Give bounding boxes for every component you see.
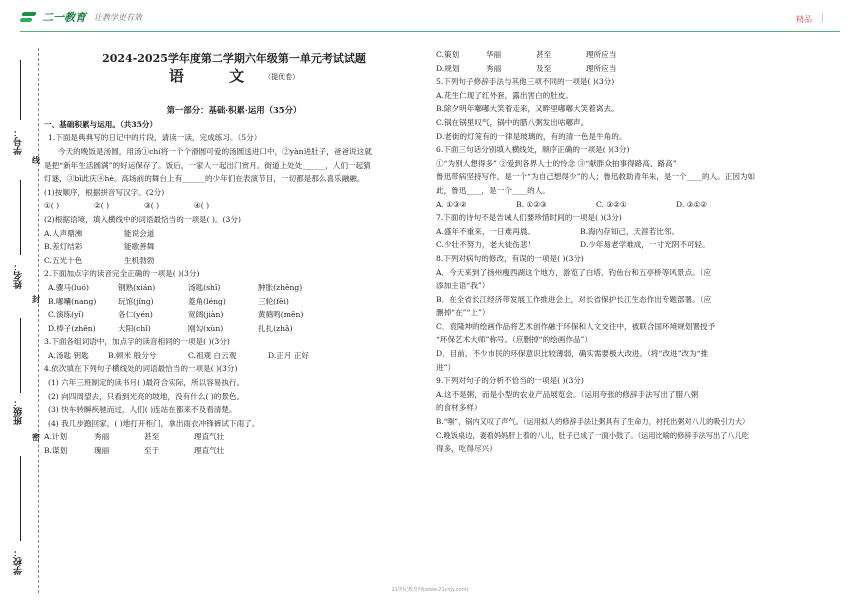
option-text: 钢熟(xián) bbox=[118, 282, 156, 292]
school-label: 学校： bbox=[14, 548, 24, 575]
seal-mark-xian: 线 bbox=[32, 156, 40, 165]
option-text: 大阳(chǐ) bbox=[118, 323, 151, 333]
option-row bbox=[436, 238, 842, 252]
name-line bbox=[20, 180, 21, 255]
school-line bbox=[20, 456, 21, 541]
subject-name: 语 文 bbox=[168, 66, 265, 85]
option-text: D．目前，不少市民的环保意识比较薄弱，确实需要极大改进。（将“改进”改为“推 bbox=[436, 349, 709, 359]
brand-logo[interactable] bbox=[20, 9, 142, 25]
answer-blank[interactable]: ④( ) bbox=[194, 201, 210, 211]
question-1-1: (1)按顺序，根据拼音写汉字。(2分) bbox=[44, 187, 165, 197]
class-label: 班级： bbox=[14, 398, 24, 425]
section-heading: 一、基础积累与运用。（共35分） bbox=[44, 119, 158, 129]
option-text: 添加主语“我”） bbox=[436, 281, 490, 291]
option-text: A．今天来到了扬州瘦西湖这个地方，游览了白塔、钓鱼台和五亭桥等风景点。（应 bbox=[436, 267, 712, 277]
option-text: D. ③①② bbox=[676, 199, 708, 209]
option-row bbox=[436, 48, 842, 62]
option-text: 菱角(léng) bbox=[188, 296, 226, 306]
part-heading: 第一部分：基础·积累·运用（35分） bbox=[166, 105, 302, 116]
option-text: 玩馆(jǐng) bbox=[118, 296, 154, 306]
option-text: B.顿米 般分兮 bbox=[108, 350, 157, 360]
option-text: 瑰丽 bbox=[94, 446, 110, 456]
diary-text-line: 是把“新年生活圆满”的好运保存了。饭后，一家人一起出门赏月。街道上处处______，人们一起猜 bbox=[44, 160, 371, 170]
option-text: 至于 bbox=[144, 446, 160, 456]
option-text: “环保艺术大师”称号。（应删掉“的绘画作品”） bbox=[436, 335, 593, 345]
option-row bbox=[44, 349, 424, 363]
answer-blank[interactable]: ②( ) bbox=[94, 201, 110, 211]
option-row bbox=[44, 430, 424, 444]
option-text: 理所应当 bbox=[586, 63, 617, 73]
option-text: A.汤匙 钥匙 bbox=[48, 350, 89, 360]
option-text: 汤匙(shī) bbox=[188, 282, 221, 292]
option-text: 刚勾(xùn) bbox=[188, 323, 224, 333]
option-text: C.少壮不努力，老大徒伤悲！ bbox=[436, 240, 536, 250]
sentence: (3) 快车转瞬疾驰而过，人们( )连站在都来不及看清楚。 bbox=[48, 405, 237, 415]
option-text: 进”） bbox=[436, 362, 456, 372]
option-text: 秀丽 bbox=[486, 63, 502, 73]
option-row bbox=[44, 444, 424, 458]
brand-name: 二一教育 bbox=[42, 11, 86, 24]
answer-blank[interactable]: ①( ) bbox=[44, 201, 60, 211]
option-text: 及至 bbox=[536, 63, 552, 73]
option-text: 理所应当 bbox=[586, 50, 617, 59]
option-text: C.晚饭桌边，妻看妈妈肝上着的八儿，肚子已成了一面小鼓了。（运用比喻的修辞手法写出了八儿吃 bbox=[436, 430, 749, 440]
option-text: C. ③②① bbox=[596, 199, 627, 209]
question-7: 7.下面的诗句不是告诫人们要珍惜时间的一项是( )(3分) bbox=[436, 213, 622, 223]
option-text: B.谋划 bbox=[44, 446, 68, 456]
option-text: 删掉“在”“上”） bbox=[436, 308, 490, 318]
header-divider bbox=[20, 31, 840, 32]
student-id-line bbox=[20, 60, 21, 120]
option-text: C．袁隆坤的绘画作品将艺术创作融于环保和人文交往中，被联合国环境规划署授予 bbox=[436, 321, 716, 331]
question-4: 4.依次填在下列句子横线处的词语最恰当的一项是( )(3分) bbox=[44, 364, 238, 374]
option-text: 三轮(fēi) bbox=[258, 296, 289, 306]
option-text: 理直气壮 bbox=[194, 432, 225, 442]
option-text: D.少年易老学难成，一寸光阴不可轻。 bbox=[580, 240, 710, 250]
question-1: 1.下面是典典写的日记中的片段，请读一读，完成练习。（5分） bbox=[48, 133, 262, 143]
seal-mark-mi: 密 bbox=[32, 433, 40, 442]
option-text: B. ①②③ bbox=[516, 199, 547, 209]
option-text: D.棒子(zhēn) bbox=[48, 323, 96, 333]
option-text: B.除夕明年嘟嘟大笑着走来，又畔里嘟嘟大笑着离去。 bbox=[436, 104, 619, 114]
top-bar bbox=[0, 0, 860, 36]
subject-note: （提优卷） bbox=[264, 72, 300, 81]
option-text: 各仁(yén) bbox=[118, 310, 153, 320]
option-row bbox=[44, 240, 424, 254]
exam-title: 2024-2025学年度第二学期六年级第一单元考试试题 bbox=[102, 52, 366, 65]
option-row bbox=[44, 308, 424, 322]
option-text: A.计划 bbox=[44, 432, 68, 442]
option-text: B.差灯结彩 bbox=[44, 242, 83, 252]
question-5: 5.下列句子修辞手法与其他三项不同的一项是( )(3分) bbox=[436, 77, 615, 87]
option-text: A.骤马(luó) bbox=[48, 282, 89, 292]
question-8: 8.下列对病句的修改，有误的一项是( )(3分) bbox=[436, 253, 584, 263]
question-3: 3.下面各组词语中，加点字的读音相同的一项是( )(3分) bbox=[44, 337, 230, 347]
binding-dashed-line bbox=[38, 48, 39, 593]
option-text: B.“嗤”，锅内又叹了声气。（运用拟人的修辞手法让粥具有了生命力，衬托出粥对八儿的吸引力大） bbox=[436, 417, 750, 427]
sentence: (2) 向四周望去，只看到光亮的坡地，没有什么( )的景色。 bbox=[48, 391, 245, 401]
option-text: 秀丽 bbox=[94, 432, 110, 442]
option-text: A.这不是粥，而是小型的农业产品展览会。（运用夸张的修辞手法写出了腊八粥 bbox=[436, 389, 699, 399]
option-text: 黄鹤鸣(mēn) bbox=[258, 310, 304, 320]
student-id-label: 学号： bbox=[14, 128, 24, 155]
option-text: D.正月 正好 bbox=[268, 350, 310, 360]
option-row bbox=[44, 227, 424, 241]
premium-badge: 精品 bbox=[796, 15, 812, 24]
option-row bbox=[44, 322, 424, 336]
option-text: 理直气壮 bbox=[194, 446, 225, 456]
option-text: 华丽 bbox=[486, 50, 502, 59]
brand-slogan: 让教学更有效 bbox=[94, 12, 142, 22]
question-2: 2.下面加点字的读音完全正确的一项是( )(3分) bbox=[44, 269, 200, 279]
right-column bbox=[436, 48, 842, 456]
option-text: C.五光十色 bbox=[44, 255, 83, 265]
option-text: D.规划 bbox=[436, 63, 460, 73]
option-text: 能说会道 bbox=[124, 228, 155, 238]
option-text: C.演练(yǐ) bbox=[48, 310, 84, 320]
page-footer: 21世纪教育网(www.21cnjy.com) bbox=[391, 587, 469, 593]
option-text: B．在全省长江经济带发展工作推进会上，对长省保护长江生态作出专题部署。（应 bbox=[436, 294, 712, 304]
answer-blank[interactable]: ③( ) bbox=[144, 201, 160, 211]
option-row bbox=[436, 62, 842, 76]
option-row bbox=[44, 281, 424, 295]
option-text: A. ①③② bbox=[436, 199, 467, 209]
passage-line: 鲁迅带病坚持写作，是一个“为自己想得少”的人；鲁迅救助青年朱，是一个____的人。正因为如 bbox=[436, 172, 756, 182]
option-row bbox=[44, 295, 424, 309]
name-label: 姓名： bbox=[14, 262, 24, 289]
option-text: 扎扎(zhǎ) bbox=[258, 323, 293, 333]
question-6: 6.下面三句话分别填入横线处，顺序正确的一项是( )(3分) bbox=[436, 145, 630, 155]
option-text: D.老街的灯笼有的一律是玻璃的，有的清一色是牛角的。 bbox=[436, 131, 627, 141]
option-text: 能歌善舞 bbox=[124, 242, 155, 252]
option-text: 肿胀(zhēng) bbox=[258, 282, 303, 292]
option-text: 生机勃勃 bbox=[124, 255, 155, 265]
class-line bbox=[20, 318, 21, 393]
option-text: 得多，吃得尽兴） bbox=[436, 444, 497, 454]
subject-heading bbox=[44, 66, 424, 87]
left-column bbox=[44, 48, 424, 458]
option-text: 宽阔(jiàn) bbox=[188, 310, 224, 320]
option-text: 的食材多样） bbox=[436, 403, 482, 413]
option-text: C.策划 bbox=[436, 50, 460, 59]
diary-text-line: 灯谜，③bǐ此庆④hè。高场前的舞台上有______的少年们在表演节目，一切都是那么喜乐融融。 bbox=[44, 174, 365, 184]
question-6-items: ①“为别人想得多” ②爱到各界人士的怜念 ③“献胖众拍事得路高、路高” bbox=[436, 158, 677, 168]
option-text: B.海内存知己，天涯若比邻。 bbox=[580, 226, 680, 236]
brand-logo-icon bbox=[20, 10, 38, 24]
question-1-2: (2)根据语境，填入横线中的词语最恰当的一项是( )。(3分) bbox=[44, 214, 241, 224]
question-9: 9.下列对句子的分析不恰当的一项是( )(3分) bbox=[436, 376, 584, 386]
sentence: (1) 六年三班制定的读书月( )最符合实际，所以容易执行。 bbox=[48, 378, 245, 388]
option-text: A.人声鼎沸 bbox=[44, 228, 83, 238]
option-text: 甚至 bbox=[144, 432, 160, 442]
option-text: C.锅在锅里叹气，锅中的腊八粥发出咕嘟声。 bbox=[436, 117, 589, 127]
badge-separator: | bbox=[820, 13, 824, 23]
option-row bbox=[44, 254, 424, 268]
option-text: A.花生仁现了红外套，露出害白的肚皮。 bbox=[436, 90, 573, 100]
option-row bbox=[436, 225, 842, 239]
option-text: C.祖观 白云观 bbox=[188, 350, 237, 360]
option-text: A.盛年不重来，一日难再晨。 bbox=[436, 226, 536, 236]
option-text: 甚至 bbox=[536, 50, 552, 59]
option-text: B.嘟囔(nang) bbox=[48, 296, 97, 306]
sentence: (4) 我几步跑回家，( )地打开柜门，拿出雨衣冲锋裤试下雨了。 bbox=[48, 418, 260, 428]
passage-line: 此，鲁迅____，是一个____的人。 bbox=[436, 185, 550, 195]
pinyin-answer-blanks bbox=[44, 199, 424, 213]
option-row bbox=[436, 198, 842, 212]
diary-text-line: 今天的晚饭是汤圆，用汤①chí将一个个滑圆可爱的汤圆送进口中，②yàn进肚子，爸爸说这就 bbox=[58, 146, 372, 156]
seal-mark-feng: 封 bbox=[32, 295, 40, 304]
